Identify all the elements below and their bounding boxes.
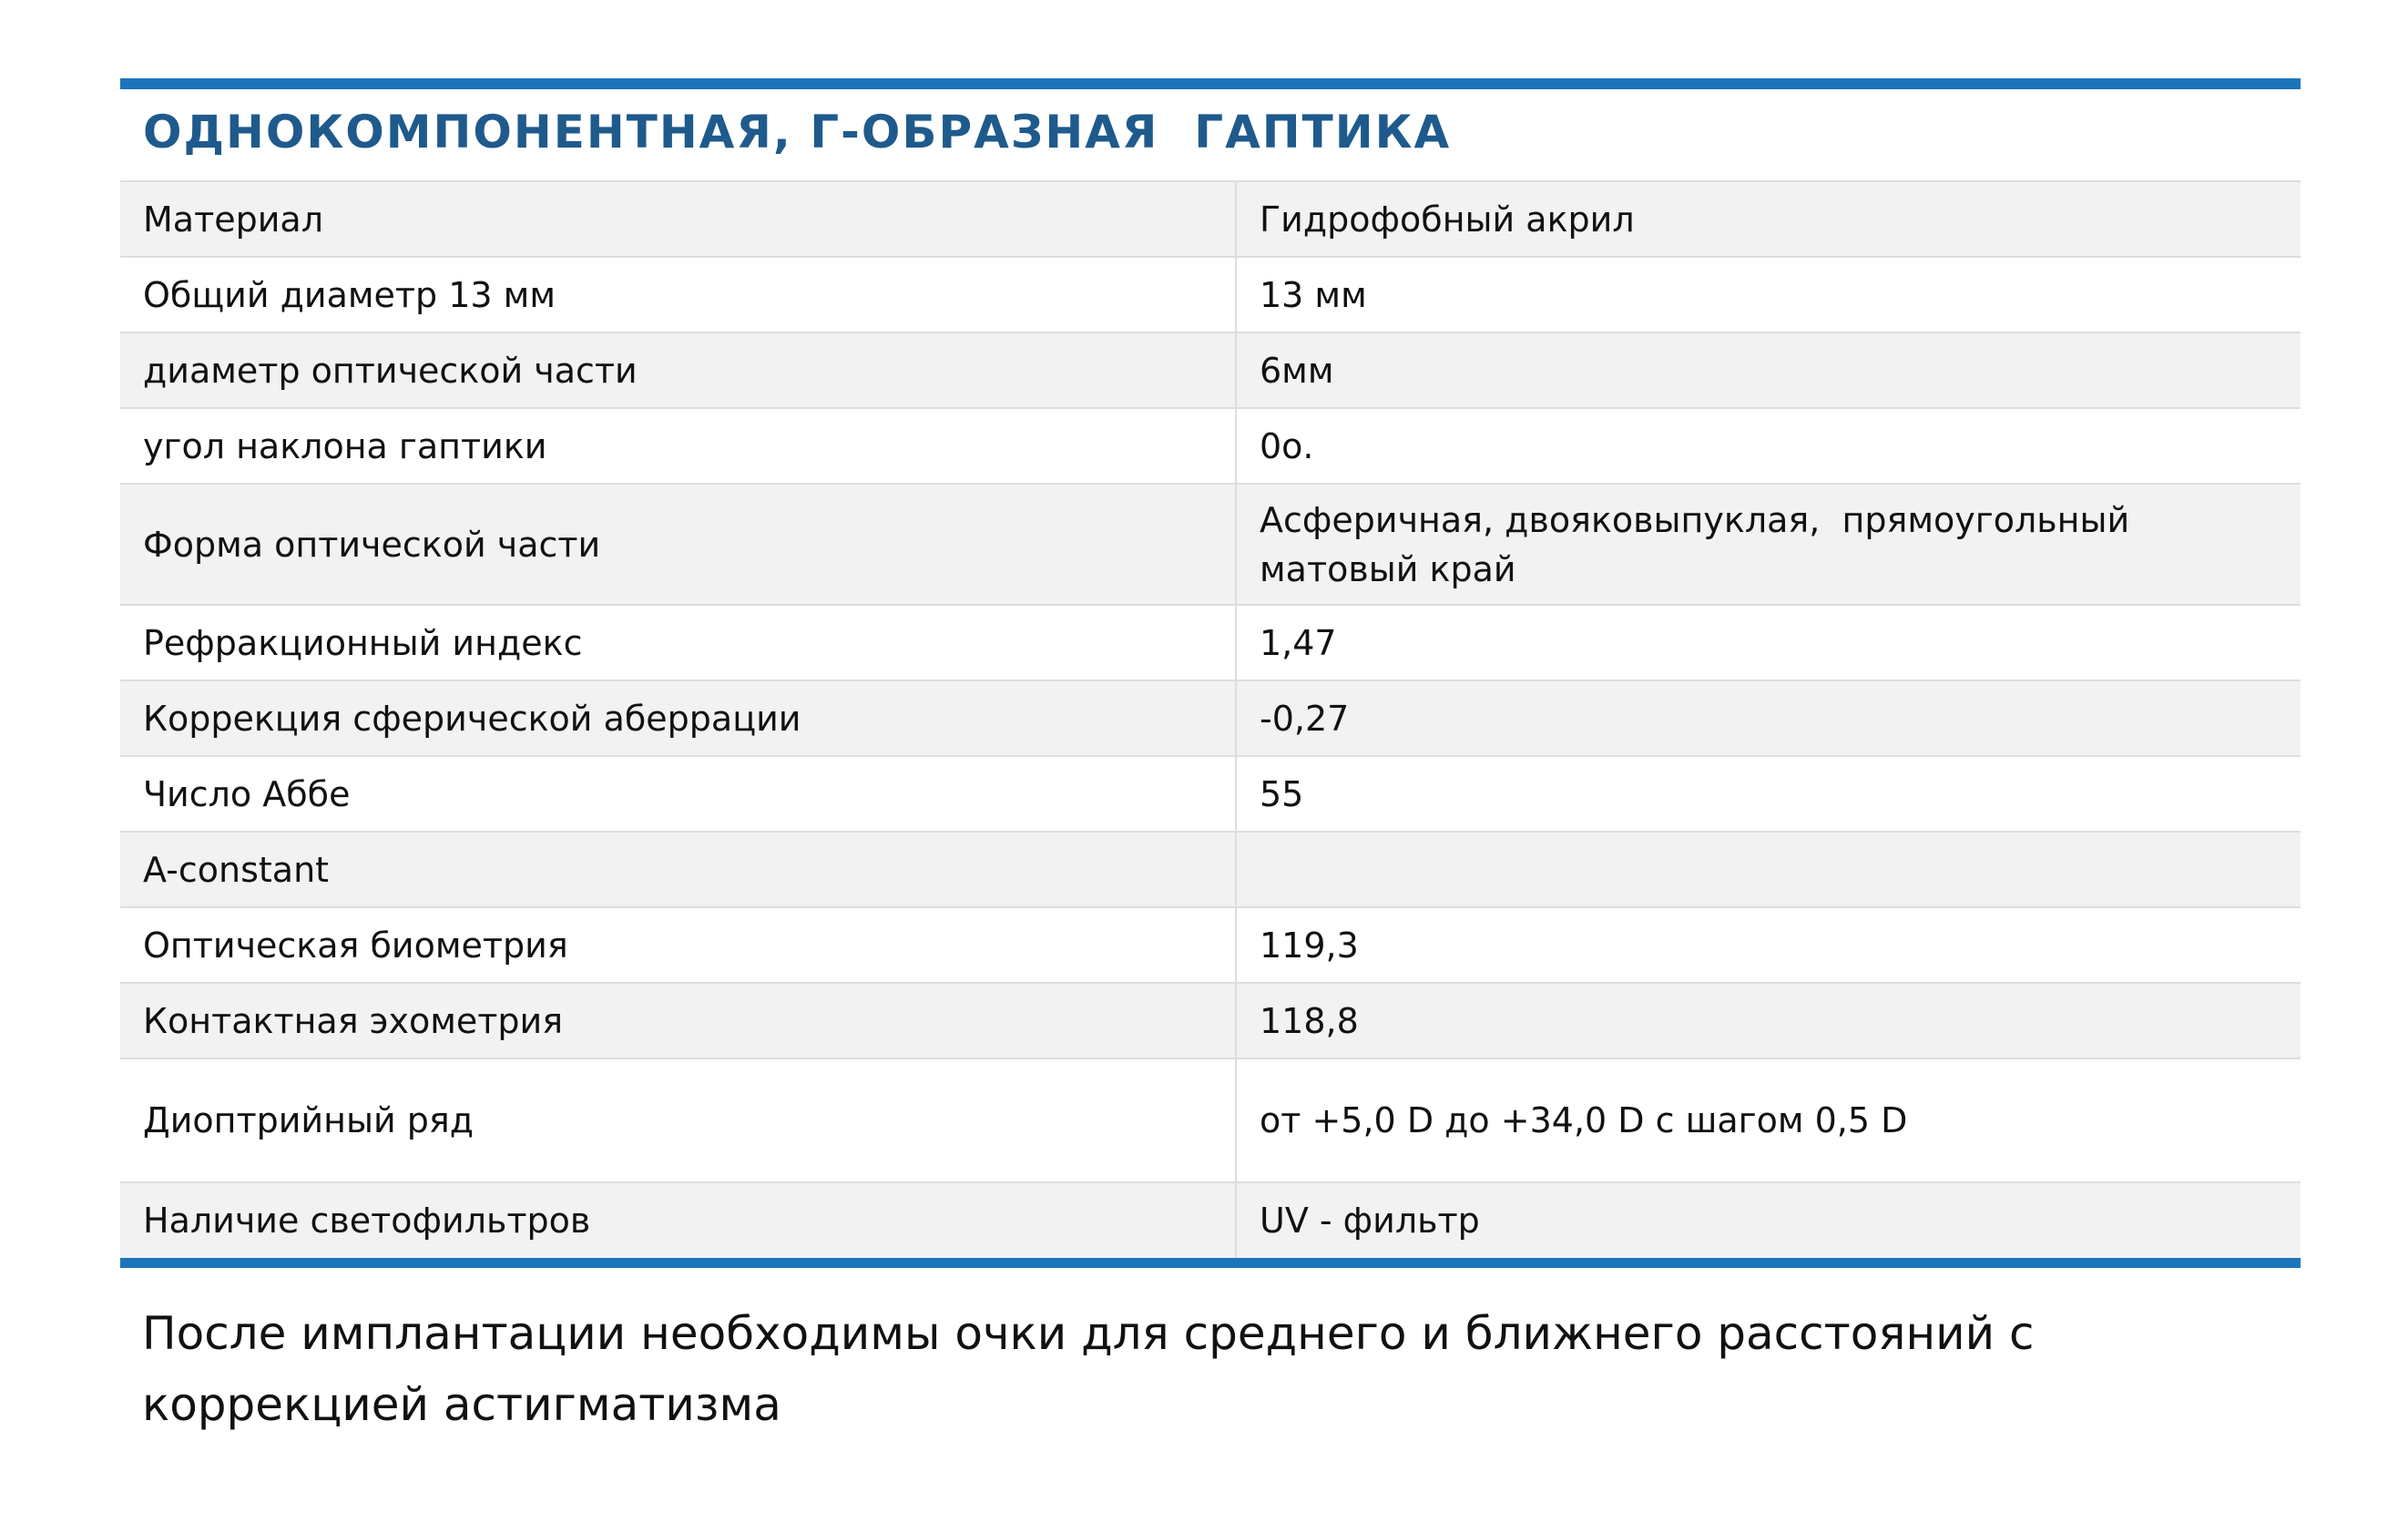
row-value: Гидрофобный акрил xyxy=(1236,181,2301,257)
table-row-diopter-range xyxy=(120,1058,2301,1182)
spec-title: ОДНОКОМПОНЕНТНАЯ, Г-ОБРАЗНАЯ ГАПТИКА xyxy=(143,106,1452,158)
table-row-contact-echometry xyxy=(120,983,2301,1058)
table-row-light-filters xyxy=(120,1182,2301,1258)
row-label: A-constant xyxy=(120,832,1236,907)
row-value: 1,47 xyxy=(1236,605,2301,680)
row-label: Наличие светофильтров xyxy=(120,1182,1236,1258)
table-row-abbe-number xyxy=(120,756,2301,832)
spec-table-block xyxy=(120,78,2301,1268)
row-value: 118,8 xyxy=(1236,983,2301,1058)
row-label: Общий диаметр 13 мм xyxy=(120,257,1236,332)
row-label: угол наклона гаптики xyxy=(120,408,1236,484)
row-label: Число Аббе xyxy=(120,756,1236,832)
row-value: 6мм xyxy=(1236,332,2301,408)
row-value: 13 мм xyxy=(1236,257,2301,332)
table-row-optic-diameter xyxy=(120,332,2301,408)
row-value: UV - фильтр xyxy=(1236,1182,2301,1258)
row-label: Материал xyxy=(120,181,1236,257)
row-value xyxy=(1236,832,2301,907)
row-label: Контактная эхометрия xyxy=(120,983,1236,1058)
spec-table xyxy=(120,180,2301,1258)
bottom-accent-rule xyxy=(120,1258,2301,1268)
row-value: от +5,0 D до +34,0 D с шагом 0,5 D xyxy=(1236,1058,2301,1182)
table-row-optical-biometry xyxy=(120,907,2301,983)
post-implant-note: После имплантации необходимы очки для среднего и ближнего расстояний с коррекцией астигматизма xyxy=(142,1307,2035,1431)
row-value: 55 xyxy=(1236,756,2301,832)
row-label: Рефракционный индекс xyxy=(120,605,1236,680)
top-accent-rule xyxy=(120,78,2301,89)
row-label: Оптическая биометрия xyxy=(120,907,1236,983)
row-value: 119,3 xyxy=(1236,907,2301,983)
table-row-optic-shape xyxy=(120,484,2301,605)
table-row-overall-diameter xyxy=(120,257,2301,332)
table-row-material xyxy=(120,181,2301,257)
row-label: диаметр оптической части xyxy=(120,332,1236,408)
row-label: Диоптрийный ряд xyxy=(120,1058,1236,1182)
table-row-spherical-aberration xyxy=(120,680,2301,756)
table-row-haptic-angle xyxy=(120,408,2301,484)
table-row-a-constant xyxy=(120,832,2301,907)
table-row-refractive-index xyxy=(120,605,2301,680)
row-value: Асферичная, двояковыпуклая, прямоугольный матовый край xyxy=(1236,484,2301,605)
row-label: Форма оптической части xyxy=(120,484,1236,605)
row-value: -0,27 xyxy=(1236,680,2301,756)
row-label: Коррекция сферической аберрации xyxy=(120,680,1236,756)
row-value: 0о. xyxy=(1236,408,2301,484)
